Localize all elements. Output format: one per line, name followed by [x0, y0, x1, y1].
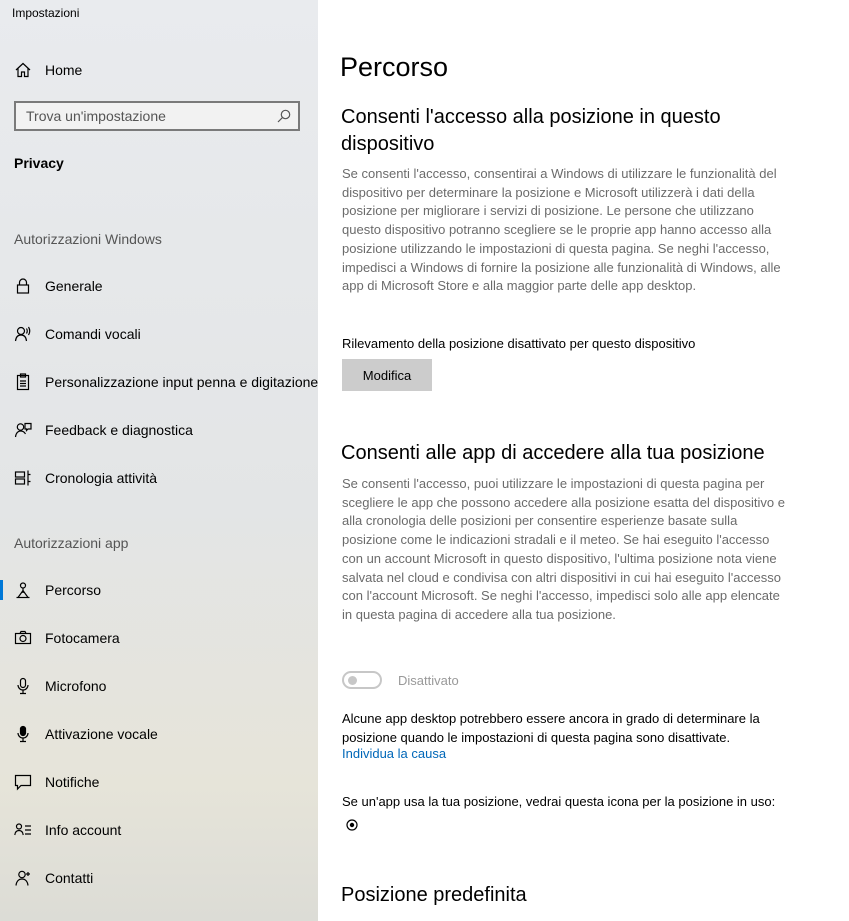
sidebar-item-info-account[interactable] — [0, 810, 318, 850]
toggle-knob — [348, 676, 357, 685]
toggle-state-label: Disattivato — [398, 673, 459, 688]
sidebar-item-label: Info account — [45, 822, 122, 838]
section-title: Privacy — [14, 155, 64, 171]
sidebar — [0, 0, 318, 921]
camera-icon — [14, 629, 32, 647]
location-icon — [14, 581, 32, 599]
microphone-icon — [14, 677, 32, 695]
sidebar-item-contatti[interactable] — [0, 858, 318, 898]
modifica-button[interactable]: Modifica — [342, 359, 432, 391]
voice-activation-icon — [14, 725, 32, 743]
sidebar-item-notifiche[interactable] — [0, 762, 318, 802]
app-title: Impostazioni — [12, 6, 80, 20]
search-box[interactable] — [14, 101, 300, 131]
device-section-description: Se consenti l'accesso, consentirai a Windows di utilizzare le funzionalità del dispositivo per determinare la posizione e Microsoft utilizzerà i dati della posizione per migliorare i servizi di posizione. Le persone che utilizzano questo dispositivo potranno scegliere se le proprie app hanno accesso alla posizione utilizzando le impostazioni di questa pagina. Se neghi l'accesso, impedisci a Windows di fornire la posizione alle funzionalità di Windows, alle app di Microsoft Store e alla maggior parte delle app desktop. — [342, 166, 781, 294]
search-input[interactable] — [16, 103, 276, 129]
feedback-icon — [14, 421, 32, 439]
account-info-icon — [14, 821, 32, 839]
group-header-app: Autorizzazioni app — [14, 535, 129, 551]
sidebar-item-label: Microfono — [45, 678, 107, 694]
sidebar-item-attivazione-vocale[interactable] — [0, 714, 318, 754]
sidebar-item-input-penna[interactable] — [0, 362, 318, 402]
sidebar-item-cronologia[interactable] — [0, 458, 318, 498]
sidebar-item-label: Fotocamera — [45, 630, 120, 646]
main-content — [318, 0, 849, 921]
sidebar-item-label: Home — [45, 62, 83, 78]
lock-icon — [14, 277, 32, 295]
apps-section-description: Se consenti l'accesso, puoi utilizzare le impostazioni di questa pagina per scegliere le app che possono accedere alla posizione esatta del dispositivo e alla cronologia delle posizioni per consentire esperienze basate sulla posizione come le indicazioni stradali e il meteo. Se hai eseguito l'accesso con un account Microsoft in questo dispositivo, l'ultima posizione nota viene salvata nel cloud e condivisa con altri dispositivi in cui hai eseguito l'accesso con l'account Microsoft. Se neghi l'accesso, impedisci solo alle app elencate in questa pagina di accedere alla tua posizione. — [342, 476, 786, 622]
location-in-use-icon — [346, 819, 358, 831]
sidebar-item-label: Percorso — [45, 582, 102, 598]
default-location-heading: Posizione predefinita — [341, 884, 527, 906]
speech-icon — [14, 325, 32, 343]
home-icon — [14, 61, 32, 79]
sidebar-item-label: Attivazione vocale — [45, 726, 158, 742]
location-icon-note — [342, 790, 792, 838]
sidebar-item-label: Cronologia attività — [45, 470, 158, 486]
notification-icon — [14, 773, 32, 791]
group-header-windows: Autorizzazioni Windows — [14, 231, 162, 247]
sidebar-item-fotocamera[interactable] — [0, 618, 318, 658]
location-toggle[interactable] — [342, 671, 382, 689]
sidebar-item-label: Notifiche — [45, 774, 100, 790]
contacts-icon — [14, 869, 32, 887]
device-location-status: Rilevamento della posizione disattivato per questo dispositivo — [342, 336, 696, 351]
sidebar-item-comandi-vocali[interactable] — [0, 314, 318, 354]
clipboard-icon — [14, 373, 32, 391]
location-icon-note-text: Se un'app usa la tua posizione, vedrai questa icona per la posizione in uso: — [342, 794, 776, 809]
sidebar-item-label: Contatti — [45, 870, 94, 886]
sidebar-item-microfono[interactable] — [0, 666, 318, 706]
sidebar-item-home[interactable] — [0, 50, 318, 90]
search-icon[interactable] — [276, 108, 292, 124]
sidebar-item-label: Comandi vocali — [45, 326, 141, 342]
timeline-icon — [14, 469, 32, 487]
sidebar-item-percorso[interactable] — [0, 570, 318, 610]
desktop-apps-note: Alcune app desktop potrebbero essere ancora in grado di determinare la posizione quando le impostazioni di questa pagina sono disattivate. — [342, 711, 760, 745]
page-title: Percorso — [340, 52, 449, 82]
sidebar-item-label: Generale — [45, 278, 103, 294]
sidebar-item-generale[interactable] — [0, 266, 318, 306]
sidebar-item-label: Personalizzazione input penna e digitazione — [45, 374, 318, 390]
learn-more-link[interactable]: Individua la causa — [342, 746, 447, 761]
device-section-heading: Consenti l'accesso alla posizione in questo dispositivo — [341, 106, 721, 155]
apps-section-heading: Consenti alle app di accedere alla tua posizione — [341, 442, 765, 464]
sidebar-item-feedback[interactable] — [0, 410, 318, 450]
sidebar-item-label: Feedback e diagnostica — [45, 422, 193, 438]
